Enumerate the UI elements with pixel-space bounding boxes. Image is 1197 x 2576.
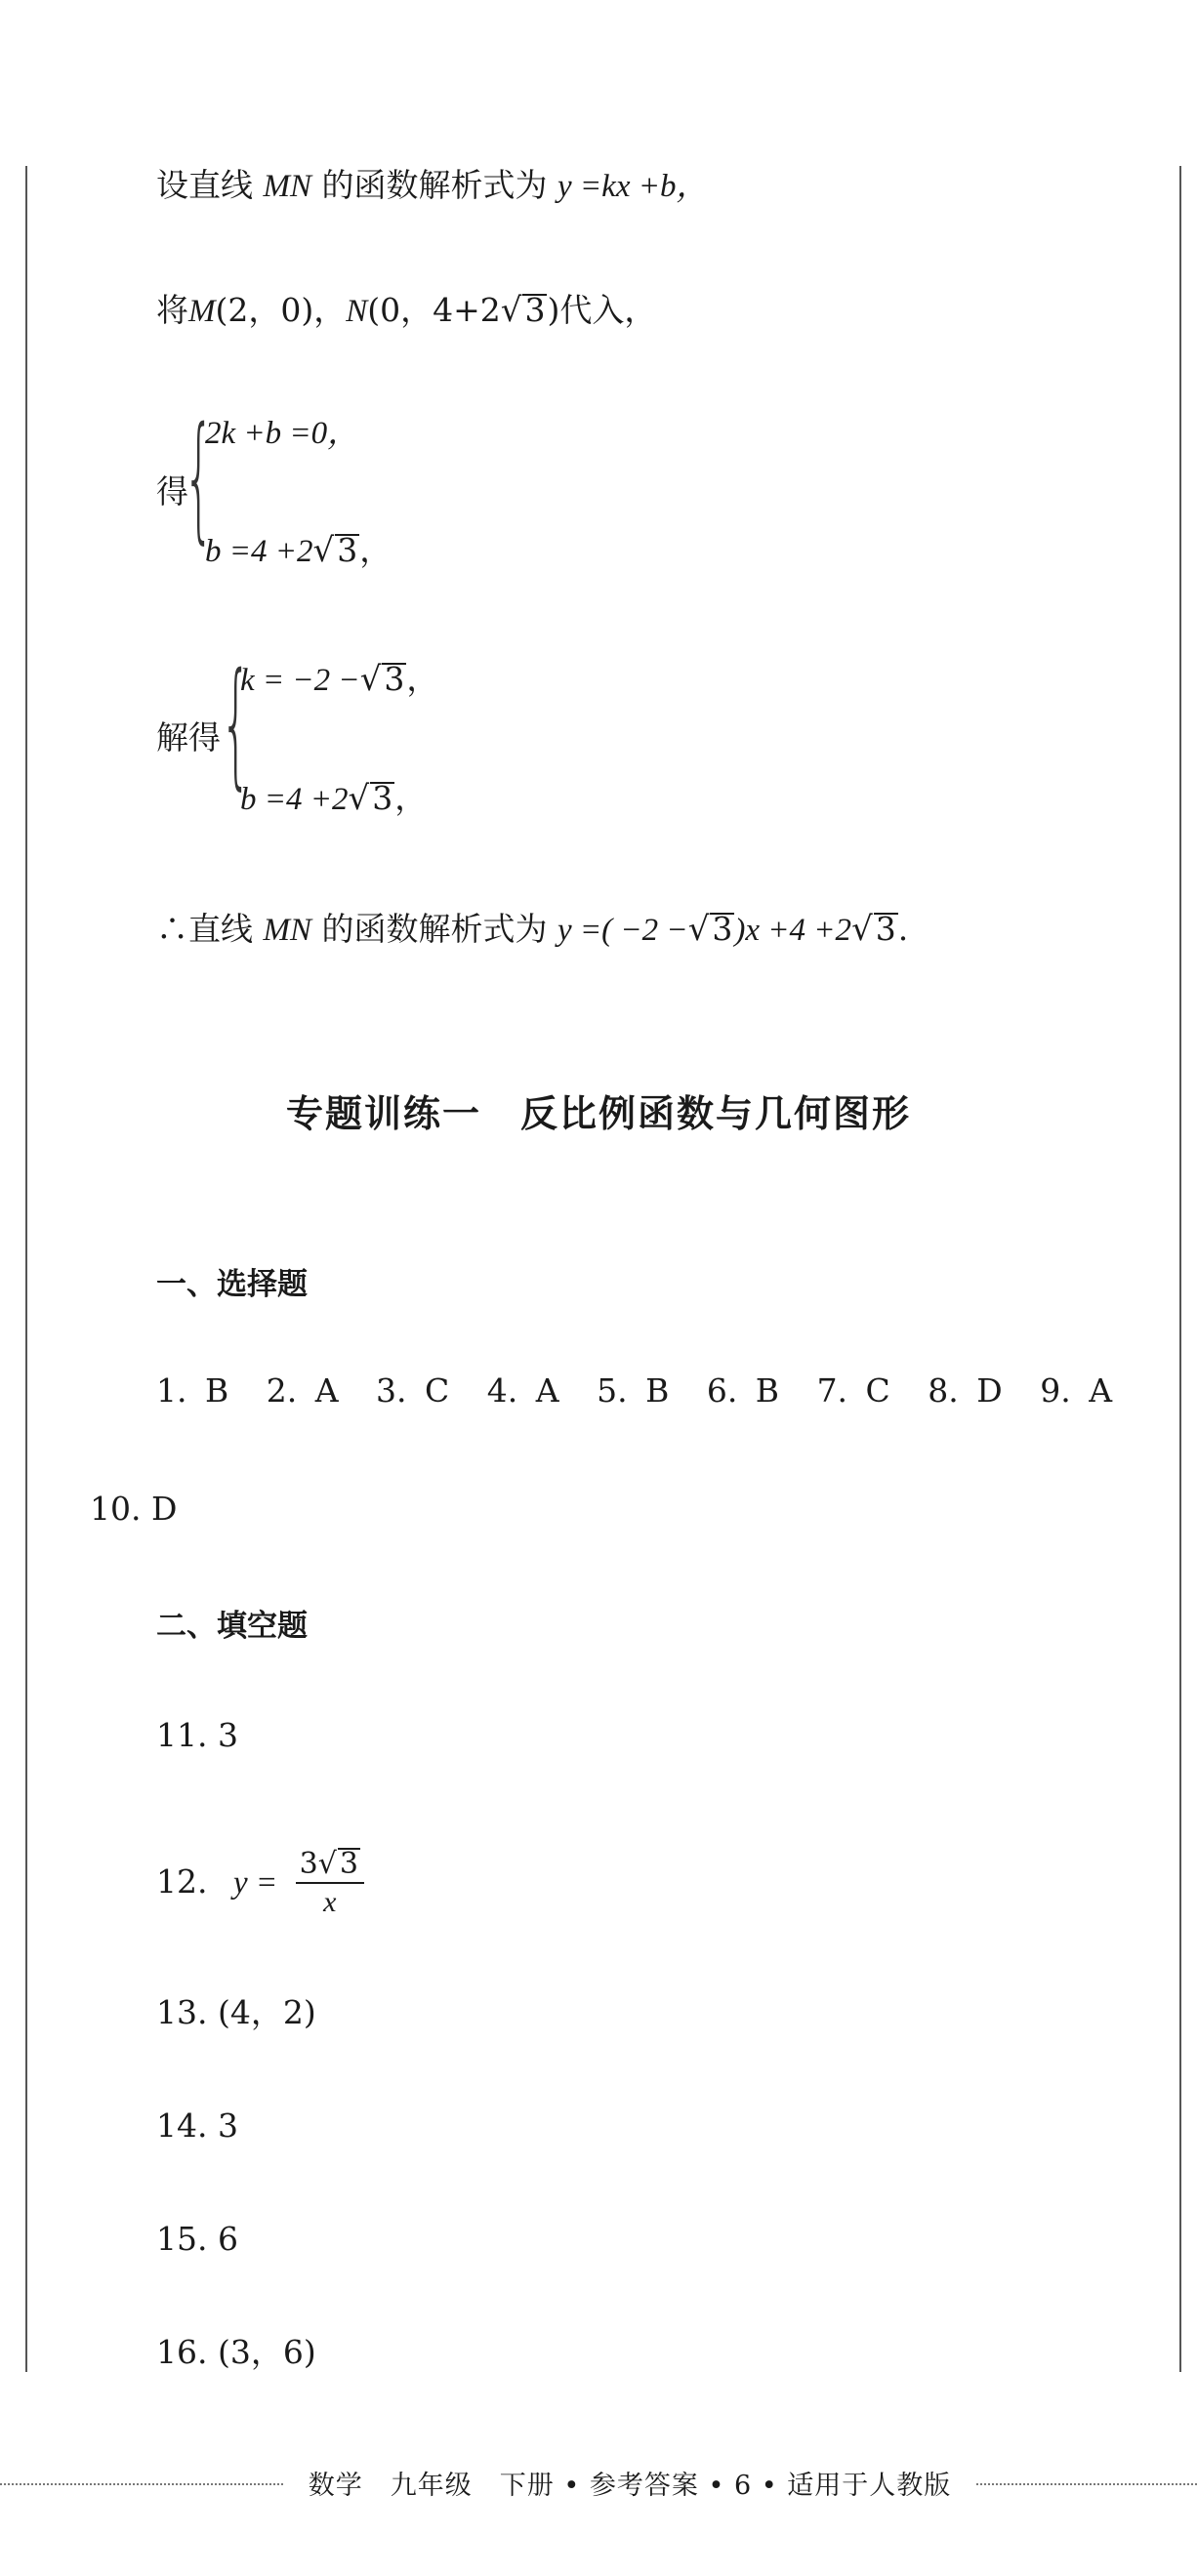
answer-item: 3. C: [376, 1371, 450, 1410]
choice-answers: [156, 1371, 1132, 1410]
line-substitute: 将M(2，0)，N(0，4+2√3)代入，: [156, 291, 657, 330]
right-margin-rule: [1179, 166, 1181, 2372]
heading-fill: 二、填空题: [156, 1609, 308, 1644]
answer-item: 5. B: [597, 1371, 670, 1410]
fraction: $\frac{3√ 3}{x}$: [296, 1847, 364, 1921]
label-jiede: 解得: [156, 718, 221, 756]
left-margin-rule: [25, 166, 27, 2372]
answer-13: 13. (4，2): [156, 1993, 316, 2031]
answer-11: 11. 3: [156, 1716, 238, 1754]
answer-10: 10. D: [90, 1490, 178, 1528]
answer-item: 7. C: [816, 1371, 890, 1410]
answer-16: 16. (3，6): [156, 2333, 316, 2371]
heading-choice: 一、选择题: [156, 1267, 308, 1302]
answer-item: 4. A: [486, 1371, 559, 1410]
section-title: 专题训练一 反比例函数与几何图形: [285, 1092, 911, 1135]
answer-15: 15. 6: [156, 2220, 238, 2258]
answer-item: 2. A: [266, 1371, 339, 1410]
system2-eq1: k = −2 −√3，: [240, 660, 439, 699]
label-de: 得: [156, 472, 188, 511]
answer-14: 14. 3: [156, 2106, 238, 2145]
system1-eq1: 2k +b =0，: [205, 416, 360, 451]
system2-eq2: b =4 +2√3，: [240, 779, 428, 818]
answer-item: 8. D: [928, 1371, 1003, 1410]
system1-eq2: b =4 +2√3，: [205, 531, 392, 570]
answer-12: 12. y = $\frac{3√ 3}{x}$: [156, 1847, 364, 1921]
line-conclusion: ∴直线 MN 的函数解析式为 y =( −2 −√3)x +4 +2√3.: [156, 910, 909, 949]
footer-text: 数学 九年级 下册 • 参考答案 • 6 • 适用于人教版: [308, 2471, 952, 2501]
answer-item: 9. A: [1040, 1371, 1113, 1410]
system-brace-2: {: [221, 644, 252, 803]
page-footer: [0, 2460, 1197, 2509]
system-brace-1: {: [184, 398, 215, 557]
footer-dots-left: [0, 2483, 283, 2485]
footer-dots-right: [976, 2483, 1197, 2485]
answer-item: 1. B: [156, 1371, 229, 1410]
answer-item: 6. B: [706, 1371, 780, 1410]
line-set-function: 设直线 MN 的函数解析式为 y =kx +b，: [156, 166, 709, 204]
